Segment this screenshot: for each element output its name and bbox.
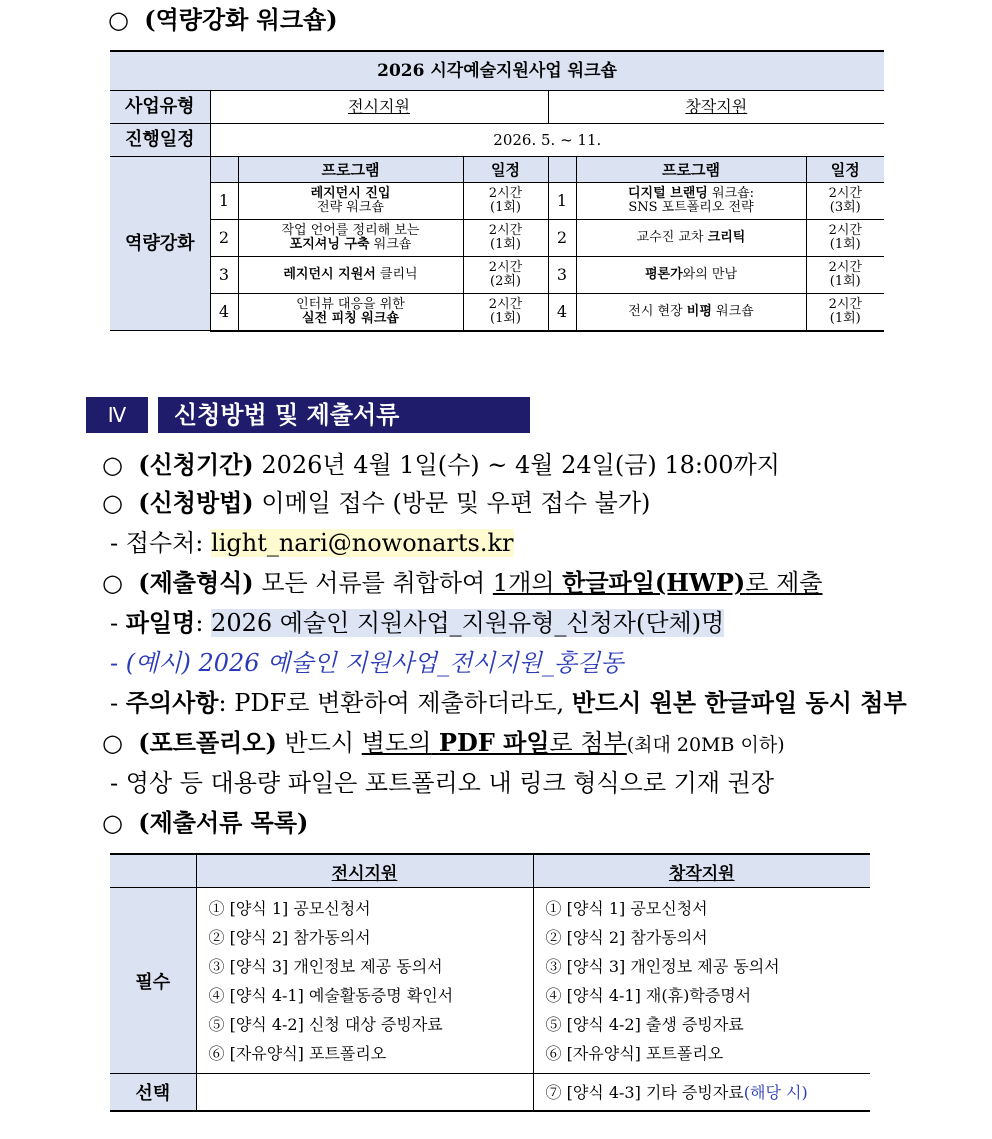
- table-row: [110, 294, 884, 331]
- list-item: ③ [양식 3] 개인정보 제공 동의서: [545, 956, 780, 976]
- type-exhibit: 전시지원: [210, 91, 548, 124]
- required-label: 필수: [110, 888, 196, 1074]
- docs-table: [110, 853, 870, 1112]
- list-item: ② [양식 2] 참가동의서: [208, 927, 371, 947]
- program-name: 레지던시 지원서 클리닉: [238, 257, 463, 294]
- program-no: 2: [548, 220, 576, 257]
- list-item: ⑤ [양식 4-2] 신청 대상 증빙자료: [208, 1014, 443, 1034]
- program-name: 인터뷰 대응을 위한 실전 피칭 워크숍: [238, 294, 463, 331]
- workshop-heading: [108, 3, 338, 37]
- program-no: 3: [548, 257, 576, 294]
- table-row: [110, 220, 884, 257]
- table-row: [110, 257, 884, 294]
- col-creation: 창작지원: [533, 854, 870, 888]
- line-example: - (예시) 2026 예술인 지원사업_전시지원_홍길동: [110, 649, 624, 677]
- list-item: ⑤ [양식 4-2] 출생 증빙자료: [545, 1014, 744, 1034]
- program-time: 2시간 (2회): [463, 257, 548, 294]
- list-item: ④ [양식 4-1] 예술활동증명 확인서: [208, 985, 454, 1005]
- program-name: 평론가와의 만남: [576, 257, 806, 294]
- program-time: 2시간 (1회): [463, 294, 548, 331]
- label-recipient: 접수처:: [125, 529, 204, 557]
- recipient-email[interactable]: light_nari@nowonarts.kr: [211, 529, 514, 557]
- program-name: 레지던시 진입 전략 워크숍: [238, 183, 463, 220]
- video-note: 영상 등 대용량 파일은 포트폴리오 내 링크 형식으로 기재 권장: [125, 769, 775, 797]
- bullet: ○: [108, 6, 129, 34]
- type-creation: 창작지원: [548, 91, 884, 124]
- exhibit-required-list: [196, 888, 533, 1074]
- program-name: 교수진 교차 크리틱: [576, 220, 806, 257]
- docs-heading: ○ (제출서류 목록): [102, 808, 309, 837]
- label-portfolio: (포트폴리오): [138, 728, 277, 757]
- program-time: 2시간 (1회): [806, 257, 884, 294]
- list-item: ⑥ [자유양식] 포트폴리오: [208, 1043, 387, 1063]
- line-caution: - 주의사항: PDF로 변환하여 제출하더라도, 반드시 원본 한글파일 동시 첨부: [110, 688, 907, 717]
- creation-required-list: [533, 888, 870, 1074]
- line-method: ○ (신청방법) 이메일 접수 (방문 및 우편 접수 불가): [102, 488, 651, 517]
- filename-format: 2026 예술인 지원사업_지원유형_신청자(단체)명: [211, 609, 725, 637]
- example-filename: (예시) 2026 예술인 지원사업_전시지원_홍길동: [125, 649, 624, 677]
- line-video: - 영상 등 대용량 파일은 포트폴리오 내 링크 형식으로 기재 권장: [110, 769, 775, 797]
- col-program-exhibit: 프로그램: [238, 157, 463, 183]
- optional-note: (해당 시): [743, 1082, 808, 1102]
- line-filename: - 파일명: 2026 예술인 지원사업_지원유형_신청자(단체)명: [110, 608, 725, 637]
- docs-heading-text: (제출서류 목록): [138, 808, 309, 837]
- exhibit-optional: [196, 1074, 533, 1112]
- schedule-value: 2026. 5. ~ 11.: [210, 124, 884, 157]
- table-row: [110, 183, 884, 220]
- program-no: 3: [210, 257, 238, 294]
- col-schedule-exhibit: 일정: [463, 157, 548, 183]
- optional-label: 선택: [110, 1074, 196, 1112]
- program-name: 작업 언어를 정리해 보는 포지셔닝 구축 워크숍: [238, 220, 463, 257]
- program-name: 디지털 브랜딩 워크숍: SNS 포트폴리오 전략: [576, 183, 806, 220]
- header-blank: [548, 157, 576, 183]
- line-format: ○ (제출형식) 모든 서류를 취합하여 1개의 한글파일(HWP)로 제출: [102, 568, 823, 597]
- text-period: 2026년 4월 1일(수) ~ 4월 24일(금) 18:00까지: [261, 451, 780, 479]
- program-name: 전시 현장 비평 워크숍: [576, 294, 806, 331]
- program-time: 2시간 (1회): [463, 220, 548, 257]
- line-period: ○ (신청기간) 2026년 4월 1일(수) ~ 4월 24일(금) 18:00까지: [102, 450, 780, 479]
- label-period: (신청기간): [138, 450, 254, 479]
- row-label-type: 사업유형: [110, 91, 210, 124]
- section-title: 신청방법 및 제출서류: [158, 397, 530, 433]
- row-label-capacity: 역량강화: [110, 157, 210, 331]
- label-filename: 파일명: [125, 608, 196, 637]
- col-exhibit: 전시지원: [196, 854, 533, 888]
- caution-emphasis: 반드시 원본 한글파일 동시 첨부: [571, 688, 907, 717]
- program-no: 1: [210, 183, 238, 220]
- line-portfolio: ○ (포트폴리오) 반드시 별도의 PDF 파일로 첨부(최대 20MB 이하): [102, 728, 785, 757]
- workshop-heading-text: (역량강화 워크숍): [144, 5, 338, 34]
- program-no: 4: [210, 294, 238, 331]
- list-item: ① [양식 1] 공모신청서: [208, 898, 371, 918]
- text-method: 이메일 접수 (방문 및 우편 접수 불가): [261, 489, 651, 517]
- workshop-table: [110, 50, 884, 332]
- line-recipient: - 접수처: light_nari@nowonarts.kr: [110, 529, 514, 557]
- list-item: ③ [양식 3] 개인정보 제공 동의서: [208, 956, 443, 976]
- program-no: 4: [548, 294, 576, 331]
- program-time: 2시간 (1회): [806, 294, 884, 331]
- section-number: Ⅳ: [86, 397, 148, 433]
- col-program-creation: 프로그램: [576, 157, 806, 183]
- creation-optional: ⑦ [양식 4-3] 기타 증빙자료(해당 시): [533, 1074, 870, 1112]
- workshop-table-title: 2026 시각예술지원사업 워크숍: [110, 51, 884, 91]
- program-time: 2시간 (1회): [463, 183, 548, 220]
- list-item: ② [양식 2] 참가동의서: [545, 927, 708, 947]
- program-time: 2시간 (1회): [806, 220, 884, 257]
- header-blank: [110, 854, 196, 888]
- list-item: ① [양식 1] 공모신청서: [545, 898, 708, 918]
- program-no: 1: [548, 183, 576, 220]
- list-item: ⑥ [자유양식] 포트폴리오: [545, 1043, 724, 1063]
- label-method: (신청방법): [138, 488, 254, 517]
- row-label-schedule: 진행일정: [110, 124, 210, 157]
- program-no: 2: [210, 220, 238, 257]
- program-time: 2시간 (3회): [806, 183, 884, 220]
- header-blank: [210, 157, 238, 183]
- label-format: (제출형식): [138, 568, 254, 597]
- list-item: ④ [양식 4-1] 재(휴)학증명서: [545, 985, 752, 1005]
- label-caution: 주의사항: [125, 688, 219, 717]
- col-schedule-creation: 일정: [806, 157, 884, 183]
